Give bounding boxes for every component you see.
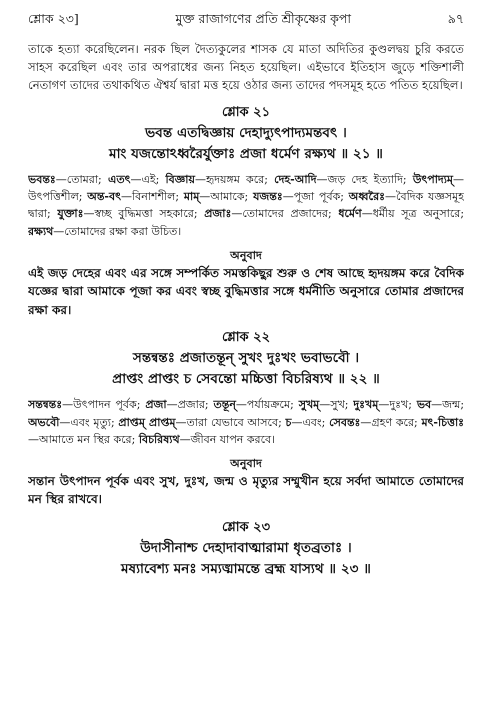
- verse-line: প্রাপ্তং প্রাপ্তং চ সেবন্তো মচ্চিত্তা বিচরিষ্যথ ॥ ২২ ॥: [112, 371, 380, 388]
- synonym-term: প্রজা: [145, 398, 167, 412]
- synonym-term: রক্ষ্যথ: [28, 224, 54, 238]
- synonym-term: প্রজাঃ: [204, 207, 232, 221]
- verse-section-21: [28, 103, 464, 319]
- synonym-meaning: তোমরা: [66, 173, 99, 186]
- synonym-term: মাম্: [183, 190, 200, 204]
- synonym-term: যজন্তঃ: [253, 190, 283, 204]
- translation: সন্তান উৎপাদন পূর্বক এবং সুখ, দুঃখ, জন্ম ও মৃত্যুর সম্মুখীন হয়ে সর্বদা আমাতে তোমাদের মন স্থির রাখবে।: [28, 473, 464, 507]
- verse-heading: শ্লোক ২২: [221, 330, 271, 346]
- synonym-meaning: বৈদিক যজ্ঞসমূহ দ্বারা: [28, 190, 464, 221]
- synonym-meaning: এবং মৃত্যু: [70, 415, 111, 429]
- word-meanings: ভবন্তঃ—তোমরা; এতৎ—এই; বিজ্ঞায়—হৃদয়ঙ্গম করে; দেহ-আদি—জড় দেহ ইত্যাদি; উৎপাদ্যম্—উৎপত্তিশীল; অন্ত-বৎ—বিনাশশীল; মাম্—আমাকে; যজন্তঃ—পূজা পূর্বক; অধ্বরৈঃ—বৈদিক যজ্ঞসমূহ দ্বারা; যুক্তাঃ—স্বচ্ছ বুদ্ধিমত্তা সহকারে; প্রজাঃ—তোমাদের প্রজাদের; ধর্মেণ—ধর্মীয় সূত্র অনুসারে; রক্ষ্যথ—তোমাদের রক্ষা করা উচিত।: [28, 173, 464, 238]
- verse-line: ভবন্ত এতদ্বিজ্ঞায় দেহাদ্যুৎপাদ্যমন্তবৎ ।: [145, 125, 347, 141]
- translation-heading: অনুবাদ: [230, 247, 262, 262]
- synonym-meaning: জীবন যাপন করবে।: [190, 432, 276, 446]
- synonym-meaning: তোমাদের প্রজাদের: [242, 207, 328, 221]
- synonym-term: এতৎ: [107, 173, 131, 186]
- synonym-meaning: এবং: [302, 415, 322, 429]
- synonym-term: চ: [285, 415, 292, 429]
- synonym-meaning: ধর্মীয় সূত্র অনুসারে: [372, 207, 461, 221]
- synonym-term: অধ্বরৈঃ: [348, 190, 385, 204]
- synonym-meaning: তারা যেভাবে আসবে: [186, 415, 279, 429]
- page-number: ৯৭: [447, 11, 464, 26]
- synonym-term: অন্ত-বৎ: [87, 190, 121, 204]
- synonym-meaning: পূজা পূর্বক: [293, 190, 341, 204]
- translation-heading: অনুবাদ: [230, 455, 262, 470]
- synonym-meaning: সুখ: [330, 398, 345, 412]
- synonym-meaning: পর্যায়ক্রমে: [246, 398, 291, 412]
- synonym-meaning: জড় দেহ ইত্যাদি: [327, 173, 403, 186]
- synonym-term: তন্তূন্: [213, 398, 236, 412]
- verse-section-23: [28, 518, 464, 580]
- synonym-term: দুঃখম্: [353, 398, 379, 412]
- synonym-meaning: উৎপত্তিশীল: [28, 190, 79, 204]
- synonym-term: যুক্তাঃ: [57, 207, 84, 221]
- verse-line: উদাসীনাশ্চ দেহাদাবাত্মারামা ধৃতব্রতাঃ ।: [140, 539, 352, 556]
- verse-line: মষ্যাবেশ্য মনঃ সম্যঙ্মামন্তে ব্রহ্ম যাস্যথ ॥ ২৩ ॥: [121, 560, 371, 577]
- synonym-term: সুখম্: [298, 398, 320, 412]
- verse-section-22: [28, 328, 464, 509]
- synonym-term: অভবৌ: [28, 415, 60, 429]
- synonym-term: সেবন্তঃ: [329, 415, 361, 429]
- synonym-meaning: প্রজার: [177, 398, 205, 412]
- synonym-term: দেহ-আদি: [274, 173, 317, 186]
- synonym-term: ভবন্তঃ: [28, 173, 56, 186]
- verse-heading: শ্লোক ২১: [221, 105, 271, 120]
- synonym-meaning: বিনাশশীল: [131, 190, 176, 204]
- verse-heading: শ্লোক ২৩: [221, 519, 271, 535]
- synonym-term: প্রাপ্তম্ প্রাপ্তম্: [118, 415, 176, 429]
- synonym-term: ধর্মেণ: [338, 207, 362, 221]
- synonym-term: সন্তন্বন্তঃ: [28, 398, 63, 412]
- synonym-term: উৎপাদ্যম্: [412, 173, 454, 186]
- header-verse-reference: শ্লোক ২৩]: [28, 11, 79, 26]
- running-header: [28, 10, 464, 32]
- synonym-term: ভব: [416, 398, 432, 412]
- synonym-term: মৎ-চিত্তাঃ: [421, 415, 464, 429]
- synonym-meaning: জন্ম: [442, 398, 461, 412]
- verse-line: মাং যজন্তোঽধ্বরৈর্যুক্তাঃ প্রজা ধর্মেণ রক্ষ্যথ ॥ ২১ ॥: [109, 146, 383, 162]
- synonym-meaning: স্বচ্ছ বুদ্ধিমত্তা সহকারে: [94, 207, 194, 221]
- book-page: [28, 10, 464, 692]
- synonym-meaning: আমাকে: [210, 190, 245, 204]
- header-chapter-title: মুক্ত রাজাগণের প্রতি শ্রীকৃষ্ণের কৃপা: [175, 11, 352, 26]
- intro-paragraph: তাকে হত্যা করেছিলেন। নরক ছিল দৈত্যকুলের শাসক যে মাতা অদিতির কুণ্ডলদ্বয় চুরি করতে সাহস করেছিল এবং তার অপরাধের জন্য নিহত হয়েছিল। এইভাবে ইতিহাস জুড়ে শক্তিশালী নেতাগণ তাদের তথাকথিত ঐশ্বর্য দ্বারা মত্ত হয়ে ওঠার জন্য তাদের পদসমূহ হতে পতিত হয়েছিল।: [28, 42, 464, 92]
- word-meanings: সন্তন্বন্তঃ—উৎপাদন পূর্বক; প্রজা—প্রজার; তন্তূন্—পর্যায়ক্রমে; সুখম্—সুখ; দুঃখম্—দুঃখ; ভব—জন্ম; অভবৌ—এবং মৃত্যু; প্রাপ্তম্ প্রাপ্তম্—তারা যেভাবে আসবে; চ—এবং; সেবন্তঃ—গ্রহণ করে; মৎ-চিত্তাঃ—আমাতে মন স্থির করে; বিচরিষ্যথ—জীবন যাপন করবে।: [28, 398, 464, 446]
- verse-line: সন্তন্বন্তঃ প্রজাতন্তূন্ সুখং দুঃখং ভবাভবৌ ।: [132, 350, 360, 367]
- synonym-meaning: দুঃখ: [389, 398, 409, 412]
- synonym-meaning: আমাতে মন স্থির করে: [39, 432, 132, 446]
- synonym-meaning: উৎপাদন পূর্বক: [73, 398, 137, 412]
- translation: এই জড় দেহের এবং এর সঙ্গে সম্পর্কিত সমস্তকিছুর শুরু ও শেষ আছে হৃদয়ঙ্গম করে বৈদিক যজ্ঞের দ্বারা আমাকে পূজা কর এবং স্বচ্ছ বুদ্ধিমত্তার সঙ্গে ধর্মনীতি অনুসারে তোমার প্রজাদের রক্ষা কর।: [28, 265, 464, 317]
- synonym-meaning: এই: [141, 173, 156, 186]
- synonym-meaning: গ্রহণ করে: [371, 415, 414, 429]
- synonym-meaning: তোমাদের রক্ষা করা উচিত।: [64, 224, 182, 238]
- synonym-term: বিজ্ঞায়: [165, 173, 195, 186]
- synonym-term: বিচরিষ্যথ: [138, 432, 180, 446]
- synonym-meaning: হৃদয়ঙ্গম করে: [205, 173, 265, 186]
